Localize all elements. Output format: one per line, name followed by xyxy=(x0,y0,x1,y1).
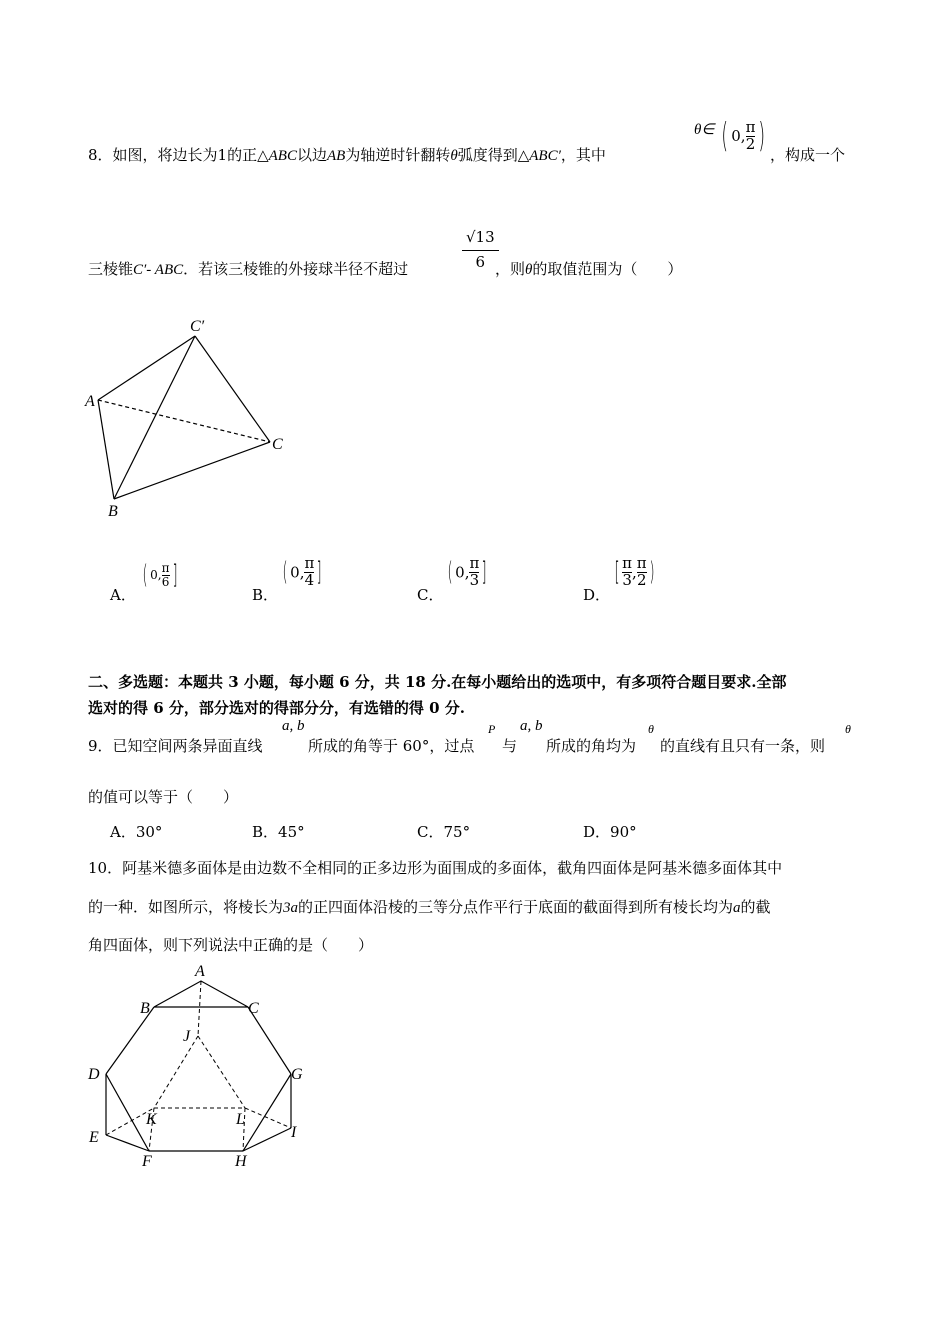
edge-e-f xyxy=(106,1135,149,1151)
q9-line1 xyxy=(88,735,263,756)
q9-option-a xyxy=(110,821,162,842)
q8-pyramid: C′- ABC xyxy=(133,262,184,278)
section-heading-line1: 二、多选题：本题共 3 小题，每小题 6 分，共 18 分.在每小题给出的选项中，有多项符合题目要求.全部 xyxy=(88,673,787,691)
q9-option-b xyxy=(252,821,305,842)
q8-interval-pi: π xyxy=(745,117,756,136)
q8-radius-frac xyxy=(462,230,499,271)
q8-opt-c-den: 3 xyxy=(469,570,480,589)
q8-text-6: 三棱锥 xyxy=(88,260,134,278)
q8-theta-2: θ xyxy=(525,262,533,278)
q8-option-d-label: D． xyxy=(583,586,611,604)
q9-theta-1: θ xyxy=(648,722,654,736)
q9-number: 9． xyxy=(88,737,113,755)
q8-opt-b-left: 0, xyxy=(290,563,305,582)
q8-text-5: ，其中 xyxy=(560,146,606,164)
q9-opt-b-label: B． xyxy=(252,823,279,841)
q8-option-a-value: ( 0, $\frac{\pi}{6}$ ] xyxy=(142,560,178,590)
q8-option-c-label: C． xyxy=(417,586,444,604)
q8-line2-tail xyxy=(495,258,682,279)
q8-text-tail: ，构成一个 xyxy=(770,146,846,164)
q8-opt-a-num: π xyxy=(161,560,170,575)
q10-text-3: 的截 xyxy=(740,898,771,916)
q8-opt-d-left-num: π xyxy=(622,554,633,572)
q10-three-a: 3a xyxy=(283,900,299,916)
q10-figure xyxy=(80,962,330,1177)
edge-j-l xyxy=(198,1036,245,1108)
q8-text-7: ．若该三棱锥的外接球半径不超过 xyxy=(183,260,409,278)
q8-six: 6 xyxy=(462,250,499,271)
q9-opt-c-value: 75° xyxy=(443,823,471,841)
q8-ab: AB xyxy=(327,148,346,164)
label-j: J xyxy=(183,1028,191,1045)
edge-c-g xyxy=(248,1007,291,1074)
q10-line2 xyxy=(88,896,771,917)
label-b: B xyxy=(140,1000,150,1017)
edge-d-f xyxy=(106,1074,149,1151)
q8-option-b-label: B． xyxy=(252,586,279,604)
q8-option-b-value: ( 0, $\frac{\pi}{4}$ ] xyxy=(282,554,322,589)
section-heading-line2: 选对的得 6 分，部分选对的得部分分，有选错的得 0 分. xyxy=(88,699,465,717)
q8-line1 xyxy=(88,144,606,165)
q8-sqrt13: √13 xyxy=(466,228,495,246)
label-a: A xyxy=(195,963,205,980)
q8-text-1: 如图，将边长为1的正 xyxy=(112,146,258,164)
q8-theta: θ xyxy=(450,148,458,164)
label-d: D xyxy=(88,1066,100,1083)
label-c: C xyxy=(272,436,283,453)
q9-text-5: 的直线有且只有一条，则 xyxy=(660,737,826,755)
q8-figure xyxy=(80,312,300,522)
q9-opt-d-value: 90° xyxy=(610,823,637,841)
label-c: C xyxy=(248,1000,259,1017)
q8-text-8: ，则 xyxy=(495,260,526,278)
q8-interval-two: 2 xyxy=(745,134,756,153)
q9-point-p: P xyxy=(488,722,496,736)
label-i: I xyxy=(291,1124,297,1141)
q9-text-4: 所成的角均为 xyxy=(546,737,637,755)
q8-opt-a-left: 0, xyxy=(150,568,162,582)
q8-text-9: 的取值范围为（ ） xyxy=(532,260,683,278)
edge-cp-c xyxy=(195,336,270,442)
q8-option-d-value: [ $\frac{\pi}{3}$ , $\frac{\pi}{2}$ ) xyxy=(614,554,655,589)
q9-ab-1: a, b xyxy=(282,718,305,734)
edge-cp-b xyxy=(114,336,195,499)
edge-cp-a xyxy=(98,336,195,400)
q8-line2 xyxy=(88,258,408,279)
q9-option-c xyxy=(417,821,470,842)
q8-opt-b-num: π xyxy=(304,554,315,572)
q8-opt-d-left-den: 3 xyxy=(622,570,632,589)
q8-triangle-symbol: △ xyxy=(257,146,269,164)
label-l: L xyxy=(236,1111,245,1128)
q10-line3: 角四面体，则下列说法中正确的是（ ） xyxy=(88,936,374,954)
q9-opt-b-value: 45° xyxy=(278,823,305,841)
q10-text-2: 的正四面体沿棱的三等分点作平行于底面的截面得到所有棱长均为 xyxy=(298,898,734,916)
q8-abc-prime: ABC′ xyxy=(529,148,561,164)
edge-a-j xyxy=(198,981,201,1036)
q8-number: 8． xyxy=(88,146,113,164)
label-h: H xyxy=(235,1153,247,1170)
q9-text-1: 已知空间两条异面直线 xyxy=(112,737,263,755)
q9-ab-2: a, b xyxy=(520,718,543,734)
q8-opt-d-num: π xyxy=(636,554,647,572)
q8-option-c-value: ( 0, $\frac{\pi}{3}$ ] xyxy=(447,554,487,589)
q10-line1: 10．阿基米德多面体是由边数不全相同的正多边形为面围成的多面体，截角四面体是阿基米德多面体其中 xyxy=(88,859,783,877)
q8-opt-a-den: 6 xyxy=(161,574,170,589)
q9-opt-a-label: A． xyxy=(110,823,136,841)
label-f: F xyxy=(142,1153,152,1170)
q9-option-d xyxy=(583,821,637,842)
q9-opt-a-value: 30° xyxy=(135,823,163,841)
label-k: K xyxy=(146,1111,157,1128)
q8-option-a-label: A． xyxy=(110,586,136,604)
edge-a-b xyxy=(98,400,114,499)
edge-b-d xyxy=(106,1007,154,1074)
q8-opt-c-num: π xyxy=(469,554,480,572)
q8-opt-c-left: 0, xyxy=(455,563,470,582)
q9-theta-2: θ xyxy=(845,722,851,736)
q9-text-3: 与 xyxy=(502,737,518,755)
q8-opt-d-den: 2 xyxy=(636,570,647,589)
q10-a: a xyxy=(733,900,741,916)
label-e: E xyxy=(89,1129,99,1146)
q9-opt-c-label: C． xyxy=(417,823,444,841)
edge-b-c xyxy=(114,442,270,499)
label-g: G xyxy=(291,1066,303,1083)
q9-opt-d-label: D． xyxy=(583,823,611,841)
label-a: A xyxy=(85,393,95,410)
label-b: B xyxy=(108,503,118,520)
q8-text-4: 弧度得到△ xyxy=(457,146,530,164)
q10-text-1: 的一种．如图所示，将棱长为 xyxy=(88,898,284,916)
q8-text-2: 以边 xyxy=(296,146,327,164)
q9-text-2: 所成的角等于 60°，过点 xyxy=(308,737,475,755)
q8-theta-interval xyxy=(694,122,715,147)
q8-text-3: 为轴逆时针翻转 xyxy=(345,146,451,164)
label-c-prime: C′ xyxy=(190,318,205,335)
q8-interval-expr: ( 0, $\frac{\pi}{2}$ ) xyxy=(721,116,766,156)
q8-abc: ABC xyxy=(268,148,297,164)
edge-j-k xyxy=(154,1036,198,1108)
q8-interval-zero: 0, xyxy=(731,127,746,145)
q8-theta-in: θ∈ xyxy=(694,122,715,138)
q8-opt-b-den: 4 xyxy=(304,570,315,589)
q9-line2: 的值可以等于（ ） xyxy=(88,788,239,806)
